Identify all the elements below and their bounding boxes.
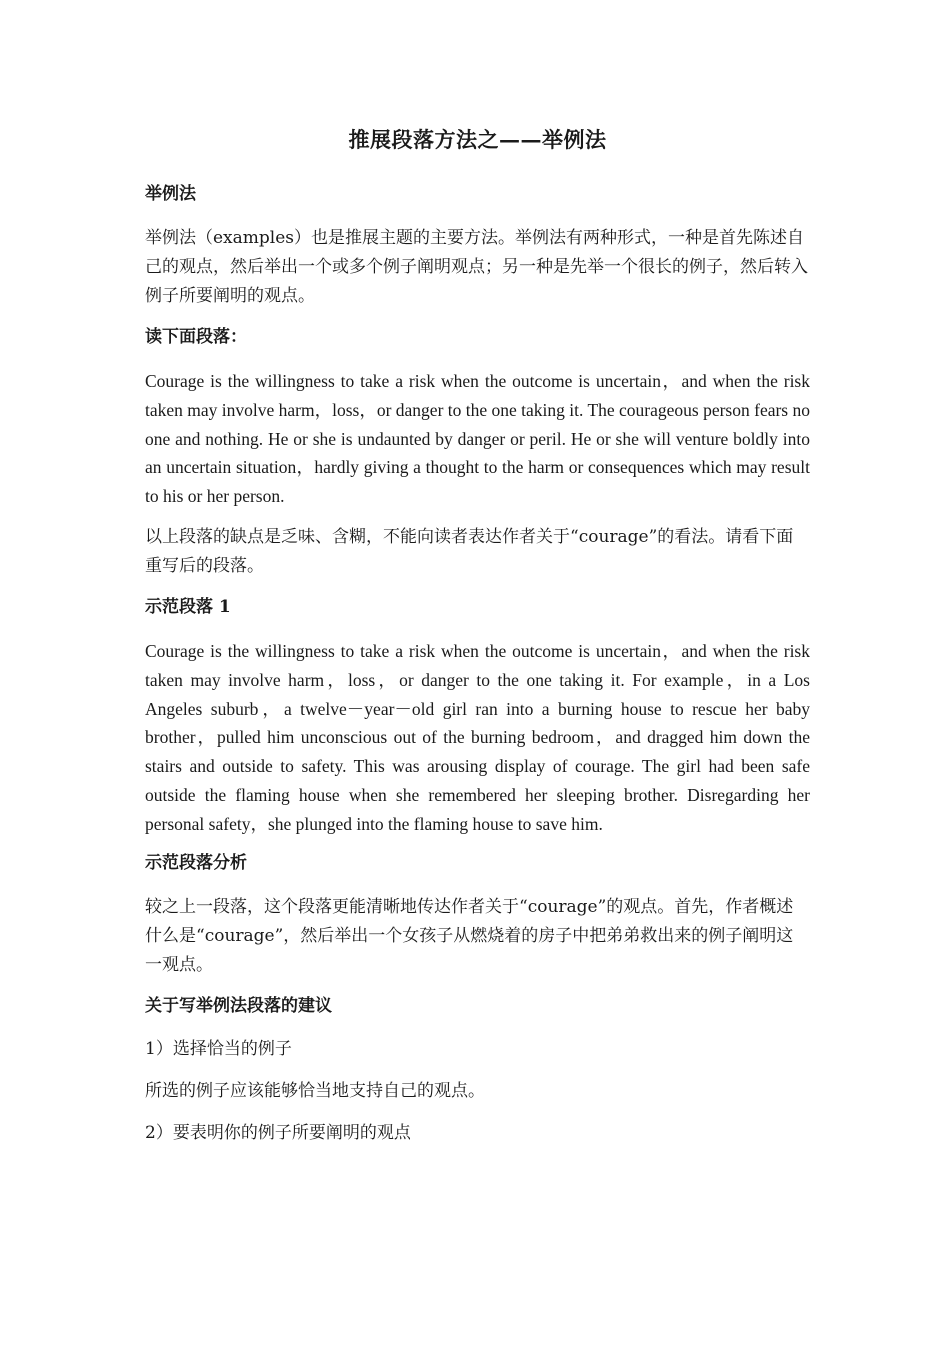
list-item: 1）选择恰当的例子 [145,1038,292,1059]
section-heading: 举例法 [145,184,196,204]
list-item: 2）要表明你的例子所要阐明的观点 [145,1122,411,1143]
document-page [145,124,810,1162]
english-paragraph: Courage is the willingness to take a risk when the outcome is uncertain，and when the risk taken may involve harm，loss，or danger to the one taking it. The courageous person fears no one and nothing. He or she is undaunted by danger or peril. He or she will venture boldly into an uncertain situation，hardly giving a thought to the harm or consequences which may result to his or her person. [145,371,810,507]
section-heading: 关于写举例法段落的建议 [145,995,332,1016]
section-heading: 示范段落分析 [145,852,247,873]
body-paragraph: 以上段落的缺点是乏味、含糊，不能向读者表达作者关于“courage”的看法。请看下面重写后的段落。 [145,526,794,576]
body-paragraph: 举例法（examples）也是推展主题的主要方法。举例法有两种形式，一种是首先陈述自己的观点，然后举出一个或多个例子阐明观点；另一种是先举一个很长的例子，然后转入例子所要阐明的观点。 [145,228,808,306]
list-item: 所选的例子应该能够恰当地支持自己的观点。 [145,1080,485,1101]
document-title: 推展段落方法之——举例法 [348,127,607,152]
section-heading: 示范段落 1 [145,596,231,617]
body-paragraph: 较之上一段落，这个段落更能清晰地传达作者关于“courage”的观点。首先，作者概述什么是“courage”，然后举出一个女孩子从燃烧着的房子中把弟弟救出来的例子阐明这一观点。 [145,896,794,975]
english-paragraph: Courage is the willingness to take a risk when the outcome is uncertain，and when the risk taken may involve harm，loss，or danger to the one taking it. For example，in a Los Angeles suburb，a twelve－year－old girl ran into a burning house to rescue her baby brother，pulled him unconscious out of the burning bedroom，and dragged him down the stairs and outside to safety. This was arousing display of courage. The girl had been safe outside the flaming house when she remembered her sleeping brother. Disregarding her personal safety，she plunged into the flaming house to save him. [145,640,810,834]
section-heading: 读下面段落： [145,327,247,347]
